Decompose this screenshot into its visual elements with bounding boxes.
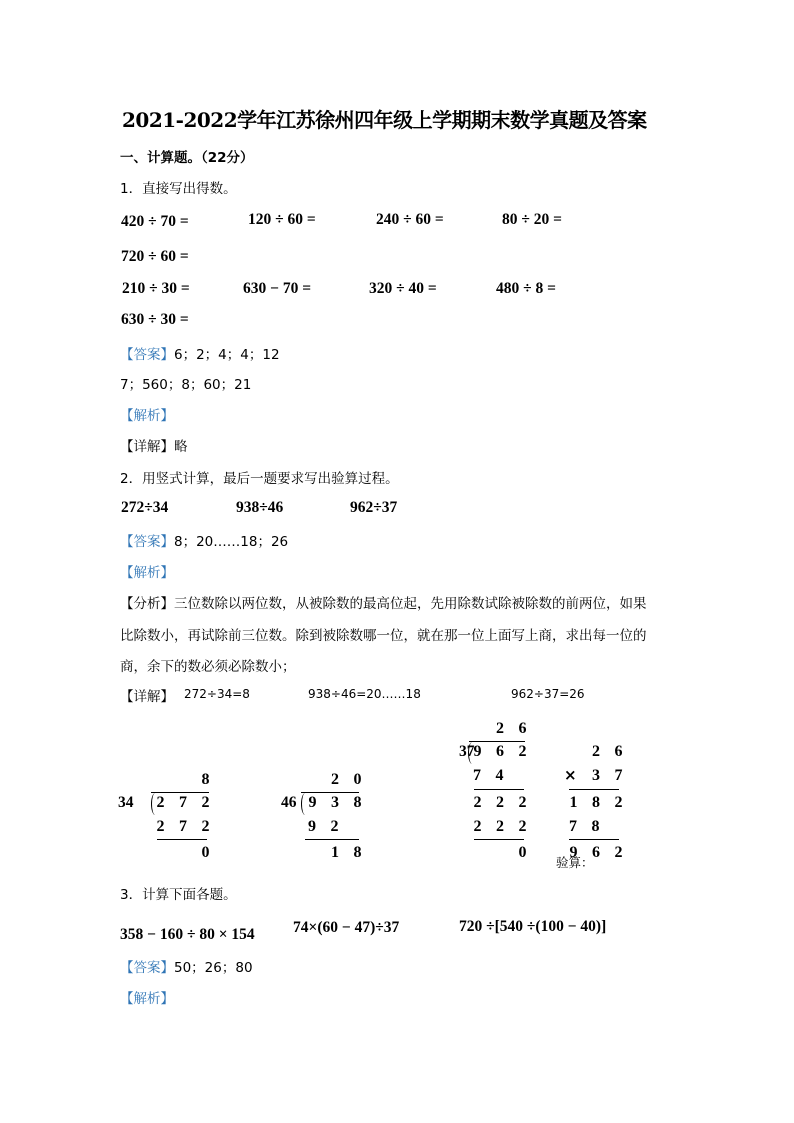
quotient: 8 <box>201 771 224 788</box>
product: 962 <box>569 844 637 861</box>
answer-text: 8；20……18；26 <box>174 534 289 550</box>
fenxi-line <box>120 592 647 612</box>
q2-answer <box>120 530 288 550</box>
answer-label: 【答案】 <box>120 347 174 363</box>
analysis-label: 【解析】 <box>120 991 174 1007</box>
detail-item: 272÷34=8 <box>184 687 250 701</box>
detail-item: 938÷46=20……18 <box>308 687 421 701</box>
q1-expr: 240 ÷ 60 = <box>376 211 444 228</box>
quotient: 20 <box>331 771 376 788</box>
divisor: 37 <box>459 743 475 760</box>
answer-text: 50；26；80 <box>174 960 253 976</box>
subtract-row: 272 <box>156 818 224 835</box>
fenxi-line: 商，余下的数必须必除数小； <box>120 659 296 675</box>
q1-expr: 120 ÷ 60 = <box>248 211 316 228</box>
fenxi-label: 【分析】 <box>120 596 174 612</box>
q1-expr: 80 ÷ 20 = <box>502 211 562 228</box>
q1-answer-line2: 7；560；8；60；21 <box>120 377 252 393</box>
remainder: 0 <box>518 844 541 861</box>
analysis-label: 【解析】 <box>120 565 174 581</box>
detail-text: 略 <box>174 439 188 455</box>
remainder: 18 <box>331 844 376 861</box>
subtract-row: 222 <box>473 818 541 835</box>
document-title: 2021-2022学年江苏徐州四年级上学期期末数学真题及答案 <box>122 108 647 132</box>
detail-label: 【详解】 <box>120 439 174 455</box>
q1-expr: 210 ÷ 30 = <box>122 280 190 297</box>
q1-prompt: 1．直接写出得数。 <box>120 181 237 197</box>
q1-expr: 420 ÷ 70 = <box>121 213 189 230</box>
divisor: 34 <box>118 794 134 811</box>
dividend: 938 <box>308 794 376 811</box>
q2-prompt: 2．用竖式计算，最后一题要求写出验算过程。 <box>120 471 399 487</box>
answer-label: 【答案】 <box>120 960 174 976</box>
q2-problem: 272÷34 <box>121 499 169 516</box>
q3-expr: 74×(60 − 47)÷37 <box>293 919 400 936</box>
factor-b: 37 <box>592 767 637 784</box>
q2-problem: 938÷46 <box>236 499 284 516</box>
remainder: 0 <box>201 844 224 861</box>
middle-row: 222 <box>473 794 541 811</box>
q1-expr: 630 − 70 = <box>243 280 312 297</box>
factor-a: 26 <box>592 743 637 760</box>
q1-expr: 630 ÷ 30 = <box>121 311 189 328</box>
analysis-label: 【解析】 <box>120 408 174 424</box>
detail-item: 962÷37=26 <box>511 687 585 701</box>
subtract-row: 74 <box>473 767 518 784</box>
times-sign: × <box>564 766 577 784</box>
section-heading: 一、计算题。（22分） <box>120 150 254 166</box>
fenxi-text: 三位数除以两位数，从被除数的最高位起，先用除数试除被除数的前两位，如果 <box>174 596 647 612</box>
q3-expr: 720 ÷[540 ÷(100 − 40)] <box>459 918 607 935</box>
dividend: 962 <box>473 743 541 760</box>
q1-detail <box>120 435 188 455</box>
q2-problem: 962÷37 <box>350 499 398 516</box>
answer-text: 6；2；4；4；12 <box>174 347 280 363</box>
check-label: 验算： <box>556 855 594 870</box>
partial-product: 78 <box>569 818 614 835</box>
q1-answer <box>120 343 280 363</box>
detail-label: 【详解】 <box>120 689 174 705</box>
fenxi-line: 比除数小，再试除前三位数。除到被除数哪一位，就在那一位上面写上商，求出每一位的 <box>120 628 647 644</box>
q1-expr: 720 ÷ 60 = <box>121 248 189 265</box>
quotient: 26 <box>496 720 541 737</box>
partial-product: 182 <box>569 794 637 811</box>
q3-expr: 358 − 160 ÷ 80 × 154 <box>120 926 255 943</box>
dividend: 272 <box>156 794 224 811</box>
subtract-row: 92 <box>308 818 353 835</box>
q1-expr: 480 ÷ 8 = <box>496 280 556 297</box>
answer-label: 【答案】 <box>120 534 174 550</box>
q3-answer <box>120 956 253 976</box>
q1-expr: 320 ÷ 40 = <box>369 280 437 297</box>
divisor: 46 <box>281 794 297 811</box>
q3-prompt: 3．计算下面各题。 <box>120 887 237 903</box>
